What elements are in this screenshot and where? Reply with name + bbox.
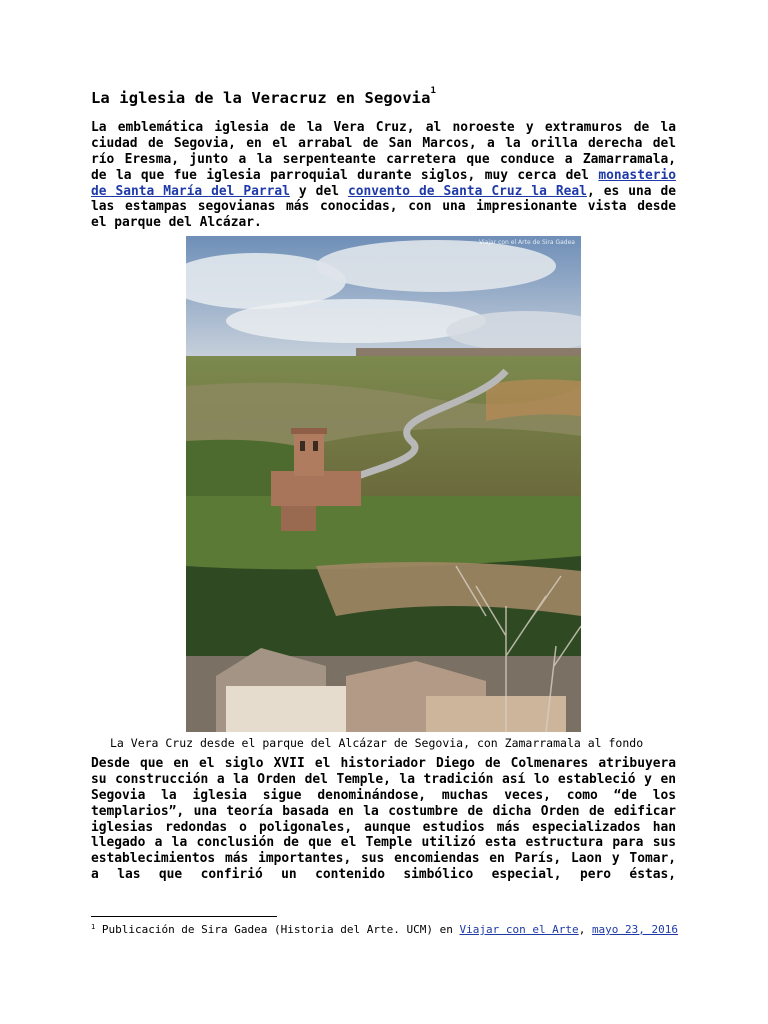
para2-line: a las que confirió un contenido simbólico especial, pero éstas, (91, 867, 676, 883)
para2-line: Segovia la iglesia sigue denominándose, muchas veces, como “de los (91, 787, 676, 803)
link-viajar-con-el-arte[interactable]: Viajar con el Arte (459, 923, 579, 936)
page-title (91, 86, 437, 107)
body-paragraph (91, 756, 676, 883)
image-watermark: Viajar con el Arte de Sira Gadea (479, 239, 575, 246)
para1-line (91, 184, 676, 200)
para1-line: las estampas segovianas más conocidas, con una impresionante vista desde (91, 199, 676, 215)
link-post-date[interactable]: mayo 23, 2016 (591, 923, 679, 936)
image-caption: La Vera Cruz desde el parque del Alcázar de Segovia, con Zamarramala al fondo (110, 736, 644, 750)
title-footnote-ref[interactable]: 1 (430, 86, 437, 96)
para2-line: llegado a la conclusión de que el Temple utilizó esta estructura para sus (91, 835, 676, 851)
para2-line: iglesias redondas o poligonales, aunque estudios más especializados han (91, 819, 676, 835)
para1-text: y del (289, 183, 348, 199)
para1-text: de la que fue iglesia parroquial durante siglos, muy cerca del (91, 167, 599, 183)
para1-line (91, 168, 676, 184)
para1-line: el parque del Alcázar. (91, 215, 262, 231)
link-monasterio[interactable]: monasterio (598, 167, 676, 183)
para2-line: templarios”, una teoría basada en la costumbre de dicha Orden de edificar (91, 803, 676, 819)
link-monasterio-cont[interactable]: de Santa María del Parral (91, 183, 290, 199)
link-convento-santa-cruz[interactable]: convento de Santa Cruz la Real (347, 183, 587, 199)
para1-line: río Eresma, junto a la serpenteante carretera que conduce a Zamarramala, (91, 151, 676, 167)
footnote-text: Publicación de Sira Gadea (Historia del Arte. UCM) en (95, 923, 460, 936)
intro-paragraph (91, 120, 676, 231)
para1-line: ciudad de Segovia, en el arrabal de San Marcos, a la orilla derecha del (91, 135, 676, 151)
para1-line: La emblemática iglesia de la Vera Cruz, al noroeste y extramuros de la (91, 120, 676, 135)
footnote-number: 1 (91, 923, 96, 931)
vera-cruz-photo (186, 236, 581, 732)
para2-line: establecimientos más importantes, sus encomiendas en París, Laon y Tomar, (91, 851, 676, 867)
footnote-sep: , (578, 923, 592, 936)
para2-line: su construcción a la Orden del Temple, la tradición así lo estableció y en (91, 771, 676, 787)
para2-line: Desde que en el siglo XVII el historiador Diego de Colmenares atribuyera (91, 756, 676, 771)
footnote-separator (91, 916, 277, 917)
para1-text: , es una de (586, 183, 676, 199)
title-text: La iglesia de la Veracruz en Segovia (91, 89, 431, 107)
landscape-illustration (186, 236, 581, 732)
footnote (91, 923, 678, 936)
